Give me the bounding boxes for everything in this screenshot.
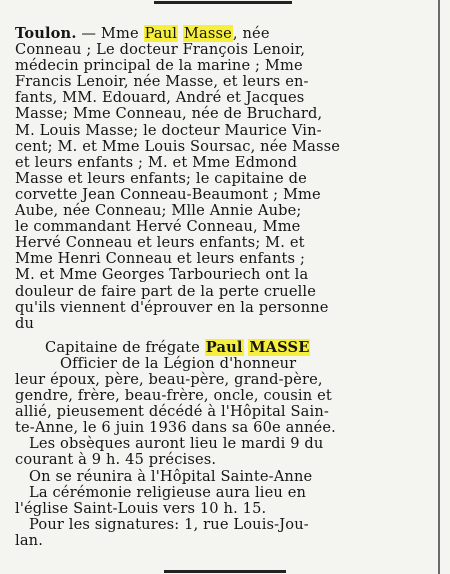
highlighted-name-last: Masse bbox=[183, 25, 232, 42]
notice-line: Masse; Mme Conneau, née de Bruchard, bbox=[15, 105, 323, 123]
notice-line: Francis Lenoir, née Masse, et leurs en- bbox=[15, 73, 309, 91]
notice-line bbox=[15, 26, 435, 42]
notice-line: Pour les signatures: 1, rue Louis-Jou- bbox=[29, 515, 309, 533]
notice-line: fants, MM. Edouard, André et Jacques bbox=[15, 89, 305, 107]
location-heading: Toulon. bbox=[15, 25, 77, 42]
notice-line: et leurs enfants ; M. et Mme Edmond bbox=[15, 153, 298, 171]
notice-line: du bbox=[15, 314, 35, 332]
notice-line: Mme Henri Conneau et leurs enfants ; bbox=[15, 250, 306, 268]
column-divider bbox=[438, 0, 440, 574]
dash: — bbox=[81, 25, 97, 42]
notice-line: te-Anne, le 6 juin 1936 dans sa 60e année. bbox=[15, 419, 336, 437]
deceased-title bbox=[15, 340, 435, 356]
text-fragment: , née bbox=[232, 25, 270, 42]
highlighted-name-first: Paul bbox=[144, 25, 178, 42]
highlighted-name-caps: MASSE bbox=[249, 338, 310, 356]
rank-label: Capitaine de frégate bbox=[45, 338, 200, 356]
notice-line: On se réunira à l'Hôpital Sainte-Anne bbox=[29, 467, 313, 485]
notice-line: Conneau ; Le docteur François Lenoir, bbox=[15, 41, 306, 59]
notice-line: lan. bbox=[15, 531, 44, 549]
notice-line: cent; M. et Mme Louis Soursac, née Masse bbox=[15, 137, 341, 155]
notice-line: M. et Mme Georges Tarbouriech ont la bbox=[15, 266, 309, 284]
notice-line: Officier de la Légion d'honneur bbox=[60, 354, 297, 372]
bottom-rule bbox=[164, 570, 286, 573]
text-fragment: Mme bbox=[100, 25, 139, 42]
notice-line: M. Louis Masse; le docteur Maurice Vin- bbox=[15, 121, 322, 139]
notice-line: courant à 9 h. 45 précises. bbox=[15, 451, 217, 469]
highlighted-name-first: Paul bbox=[205, 338, 243, 356]
notice-line: Hervé Conneau et leurs enfants; M. et bbox=[15, 234, 305, 252]
notice-line: La cérémonie religieuse aura lieu en bbox=[29, 483, 307, 501]
notice-line: corvette Jean Conneau-Beaumont ; Mme bbox=[15, 185, 321, 203]
notice-line: gendre, frère, beau-frère, oncle, cousin et bbox=[15, 387, 332, 405]
notice-line: qu'ils viennent d'éprouver en la personne bbox=[15, 298, 329, 316]
notice-line: Masse et leurs enfants; le capitaine de bbox=[15, 169, 307, 187]
notice-line: le commandant Hervé Conneau, Mme bbox=[15, 218, 301, 236]
notice-line: l'église Saint-Louis vers 10 h. 15. bbox=[15, 499, 267, 517]
top-rule bbox=[154, 1, 292, 4]
notice-line: douleur de faire part de la perte cruelle bbox=[15, 282, 317, 300]
notice-line: Les obsèques auront lieu le mardi 9 du bbox=[29, 435, 324, 453]
obituary-notice bbox=[15, 26, 435, 549]
notice-line: médecin principal de la marine ; Mme bbox=[15, 57, 303, 75]
notice-line: leur époux, père, beau-père, grand-père, bbox=[15, 370, 323, 388]
notice-line: Aube, née Conneau; Mlle Annie Aube; bbox=[15, 202, 302, 220]
notice-line: allié, pieusement décédé à l'Hôpital Sain- bbox=[15, 403, 329, 421]
